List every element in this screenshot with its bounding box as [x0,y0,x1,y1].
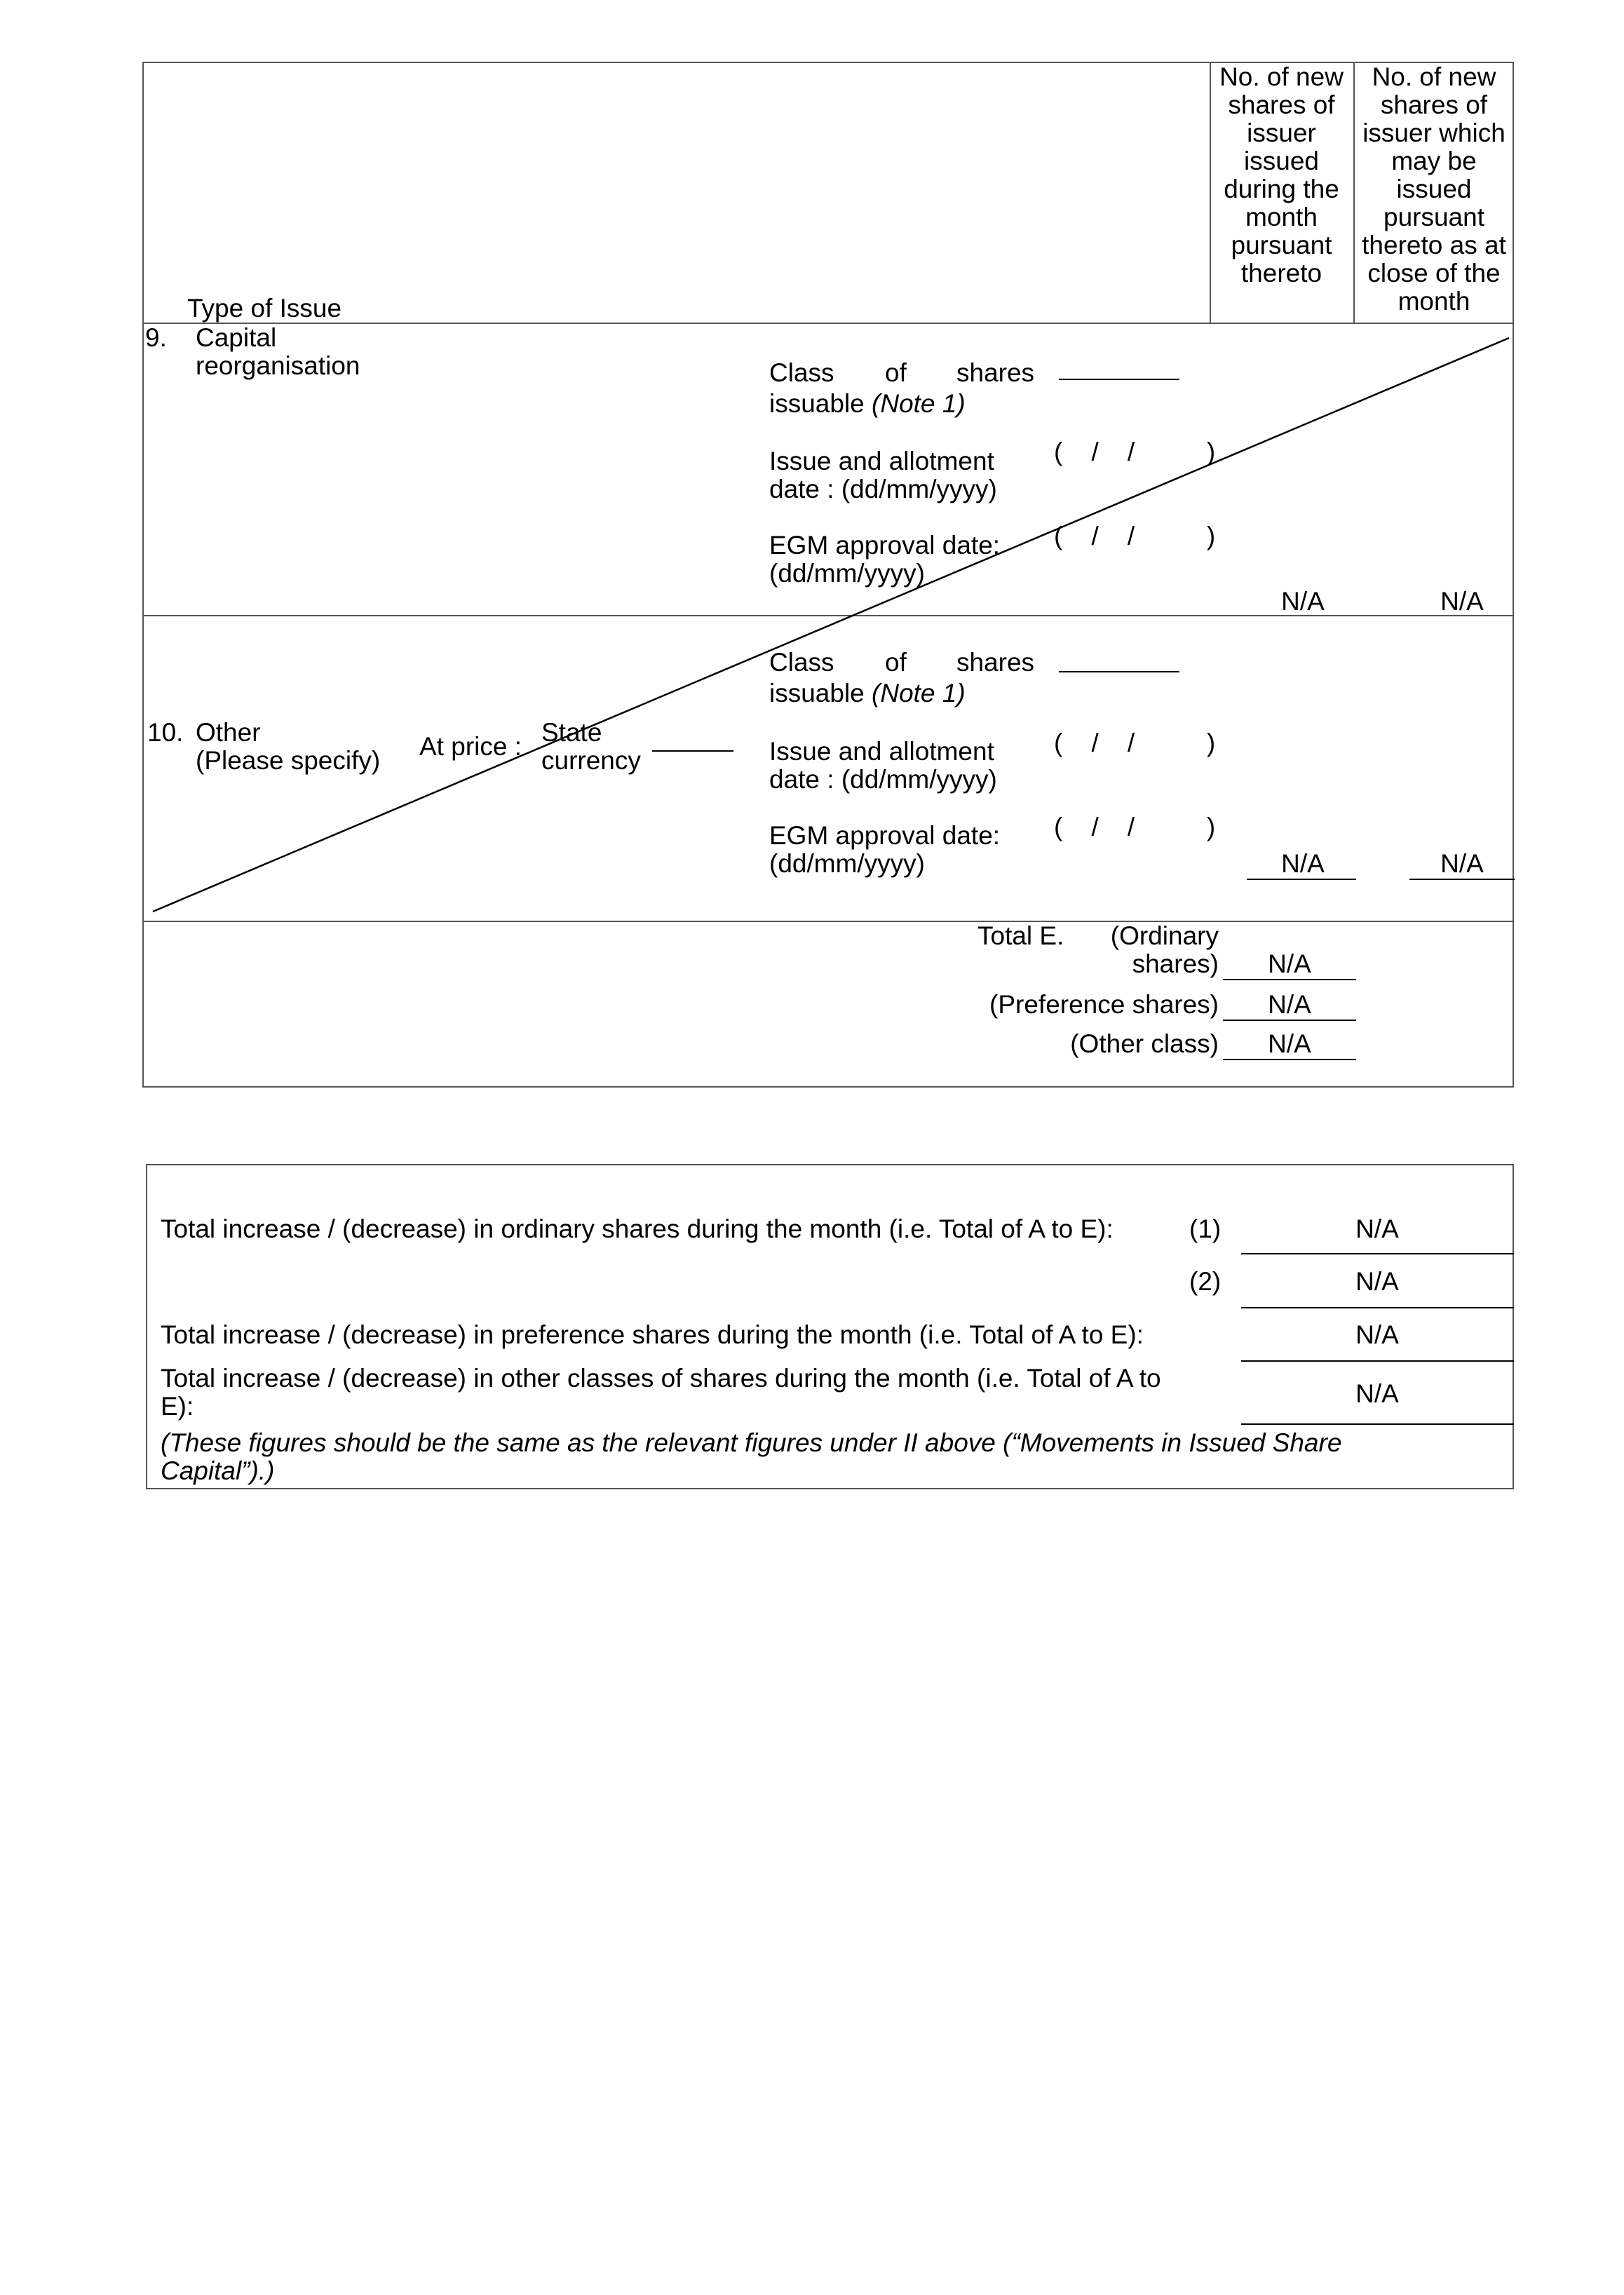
row9-issue-allotment-line1: Issue and allotment [769,447,994,475]
total-preference-underline [1223,1020,1356,1021]
row9-shares-word: shares [956,358,1035,387]
ordinary-1-marker: (1) [1189,1214,1222,1243]
total-ordinary-line1: (Ordinary [1110,921,1219,950]
total-preference-label: (Preference shares) [989,990,1219,1019]
row9-of-word: of [885,358,907,387]
ordinary-2-value: N/A [1355,1267,1399,1296]
ordinary-2-marker: (2) [1189,1267,1222,1296]
ordinary-2-divider [1241,1307,1514,1308]
row10-egm-date-field[interactable]: ( / / ) [1054,813,1216,841]
row10-issue-allotment-date-field[interactable]: ( / / ) [1054,729,1216,757]
row9-issue-allotment-date-field[interactable]: ( / / ) [1054,438,1216,466]
preference-divider [1241,1360,1514,1362]
total-preference-increase-label: Total increase / (decrease) in preference shares during the month (i.e. Total of A to E): [161,1320,1144,1349]
row9-class-word: Class [769,358,834,387]
row10-state-line1: State [541,718,602,747]
row10-class-word: Class [769,648,834,677]
preference-increase-value: N/A [1355,1320,1399,1349]
total-e-label: Total E. [977,921,1064,950]
row9-title-line2: reorganisation [196,351,360,380]
total-ordinary-underline [1223,979,1356,980]
row10-title-line1: Other [196,718,261,747]
row10-may-issue-value: N/A [1440,849,1484,878]
row9-issue-allotment-line2: date : (dd/mm/yyyy) [769,475,997,503]
row10-at-price: At price : [419,732,522,761]
row10-number: 10. [147,718,184,747]
total-other-label: (Other class) [1070,1029,1219,1058]
row10-issuable-line: issuable (Note 1) [769,679,966,708]
row10-of-word: of [885,648,907,677]
row9-may-issue-value: N/A [1440,587,1484,616]
ordinary-1-divider [1241,1253,1514,1254]
ordinary-1-value: N/A [1355,1214,1399,1243]
type-of-issue-header: Type of Issue [187,294,342,323]
row10-egm-line2: (dd/mm/yyyy) [769,849,925,878]
row10-shares-word: shares [956,648,1035,677]
row10-egm-line1: EGM approval date: [769,821,1001,850]
total-ordinary-value: N/A [1268,949,1311,978]
header-new-shares-may-issue: No. of new shares of issuer which may be issued pursuant thereto as at close of the month [1362,62,1506,316]
total-other-underline [1223,1059,1356,1060]
row10-issue-allotment-line1: Issue and allotment [769,737,994,766]
row9-egm-line2: (dd/mm/yyyy) [769,559,925,588]
row9-issued-value: N/A [1281,587,1325,616]
total-other-value: N/A [1268,1029,1311,1058]
total-other-increase-label-line2: E): [161,1392,194,1421]
header-new-shares-issued: No. of new shares of issuer issued during the month pursuant thereto [1219,62,1344,287]
row9-number: 9. [145,323,167,352]
total-ordinary-line2: shares) [1132,949,1219,978]
other-divider [1241,1423,1514,1425]
total-ordinary-increase-label: Total increase / (decrease) in ordinary shares during the month (i.e. Total of A to E): [161,1214,1114,1243]
row10-title-line2: (Please specify) [196,746,381,775]
row9-egm-line1: EGM approval date: [769,531,1001,560]
total-preference-value: N/A [1268,990,1311,1019]
row9-egm-date-field[interactable]: ( / / ) [1054,522,1216,550]
row10-state-line2: currency [541,746,641,775]
other-increase-value: N/A [1355,1379,1399,1408]
figures-note-line1: (These figures should be the same as the relevant figures under II above (“Movements in Issued Share [161,1428,1342,1457]
row9-issuable-line: issuable (Note 1) [769,389,966,418]
figures-note-line2: Capital”).) [161,1456,275,1485]
row9-title-line1: Capital [196,323,277,352]
row10-issued-value: N/A [1281,849,1325,878]
row10-issue-allotment-line2: date : (dd/mm/yyyy) [769,765,997,794]
total-other-increase-label-line1: Total increase / (decrease) in other classes of shares during the month (i.e. Total of A to [161,1364,1161,1393]
